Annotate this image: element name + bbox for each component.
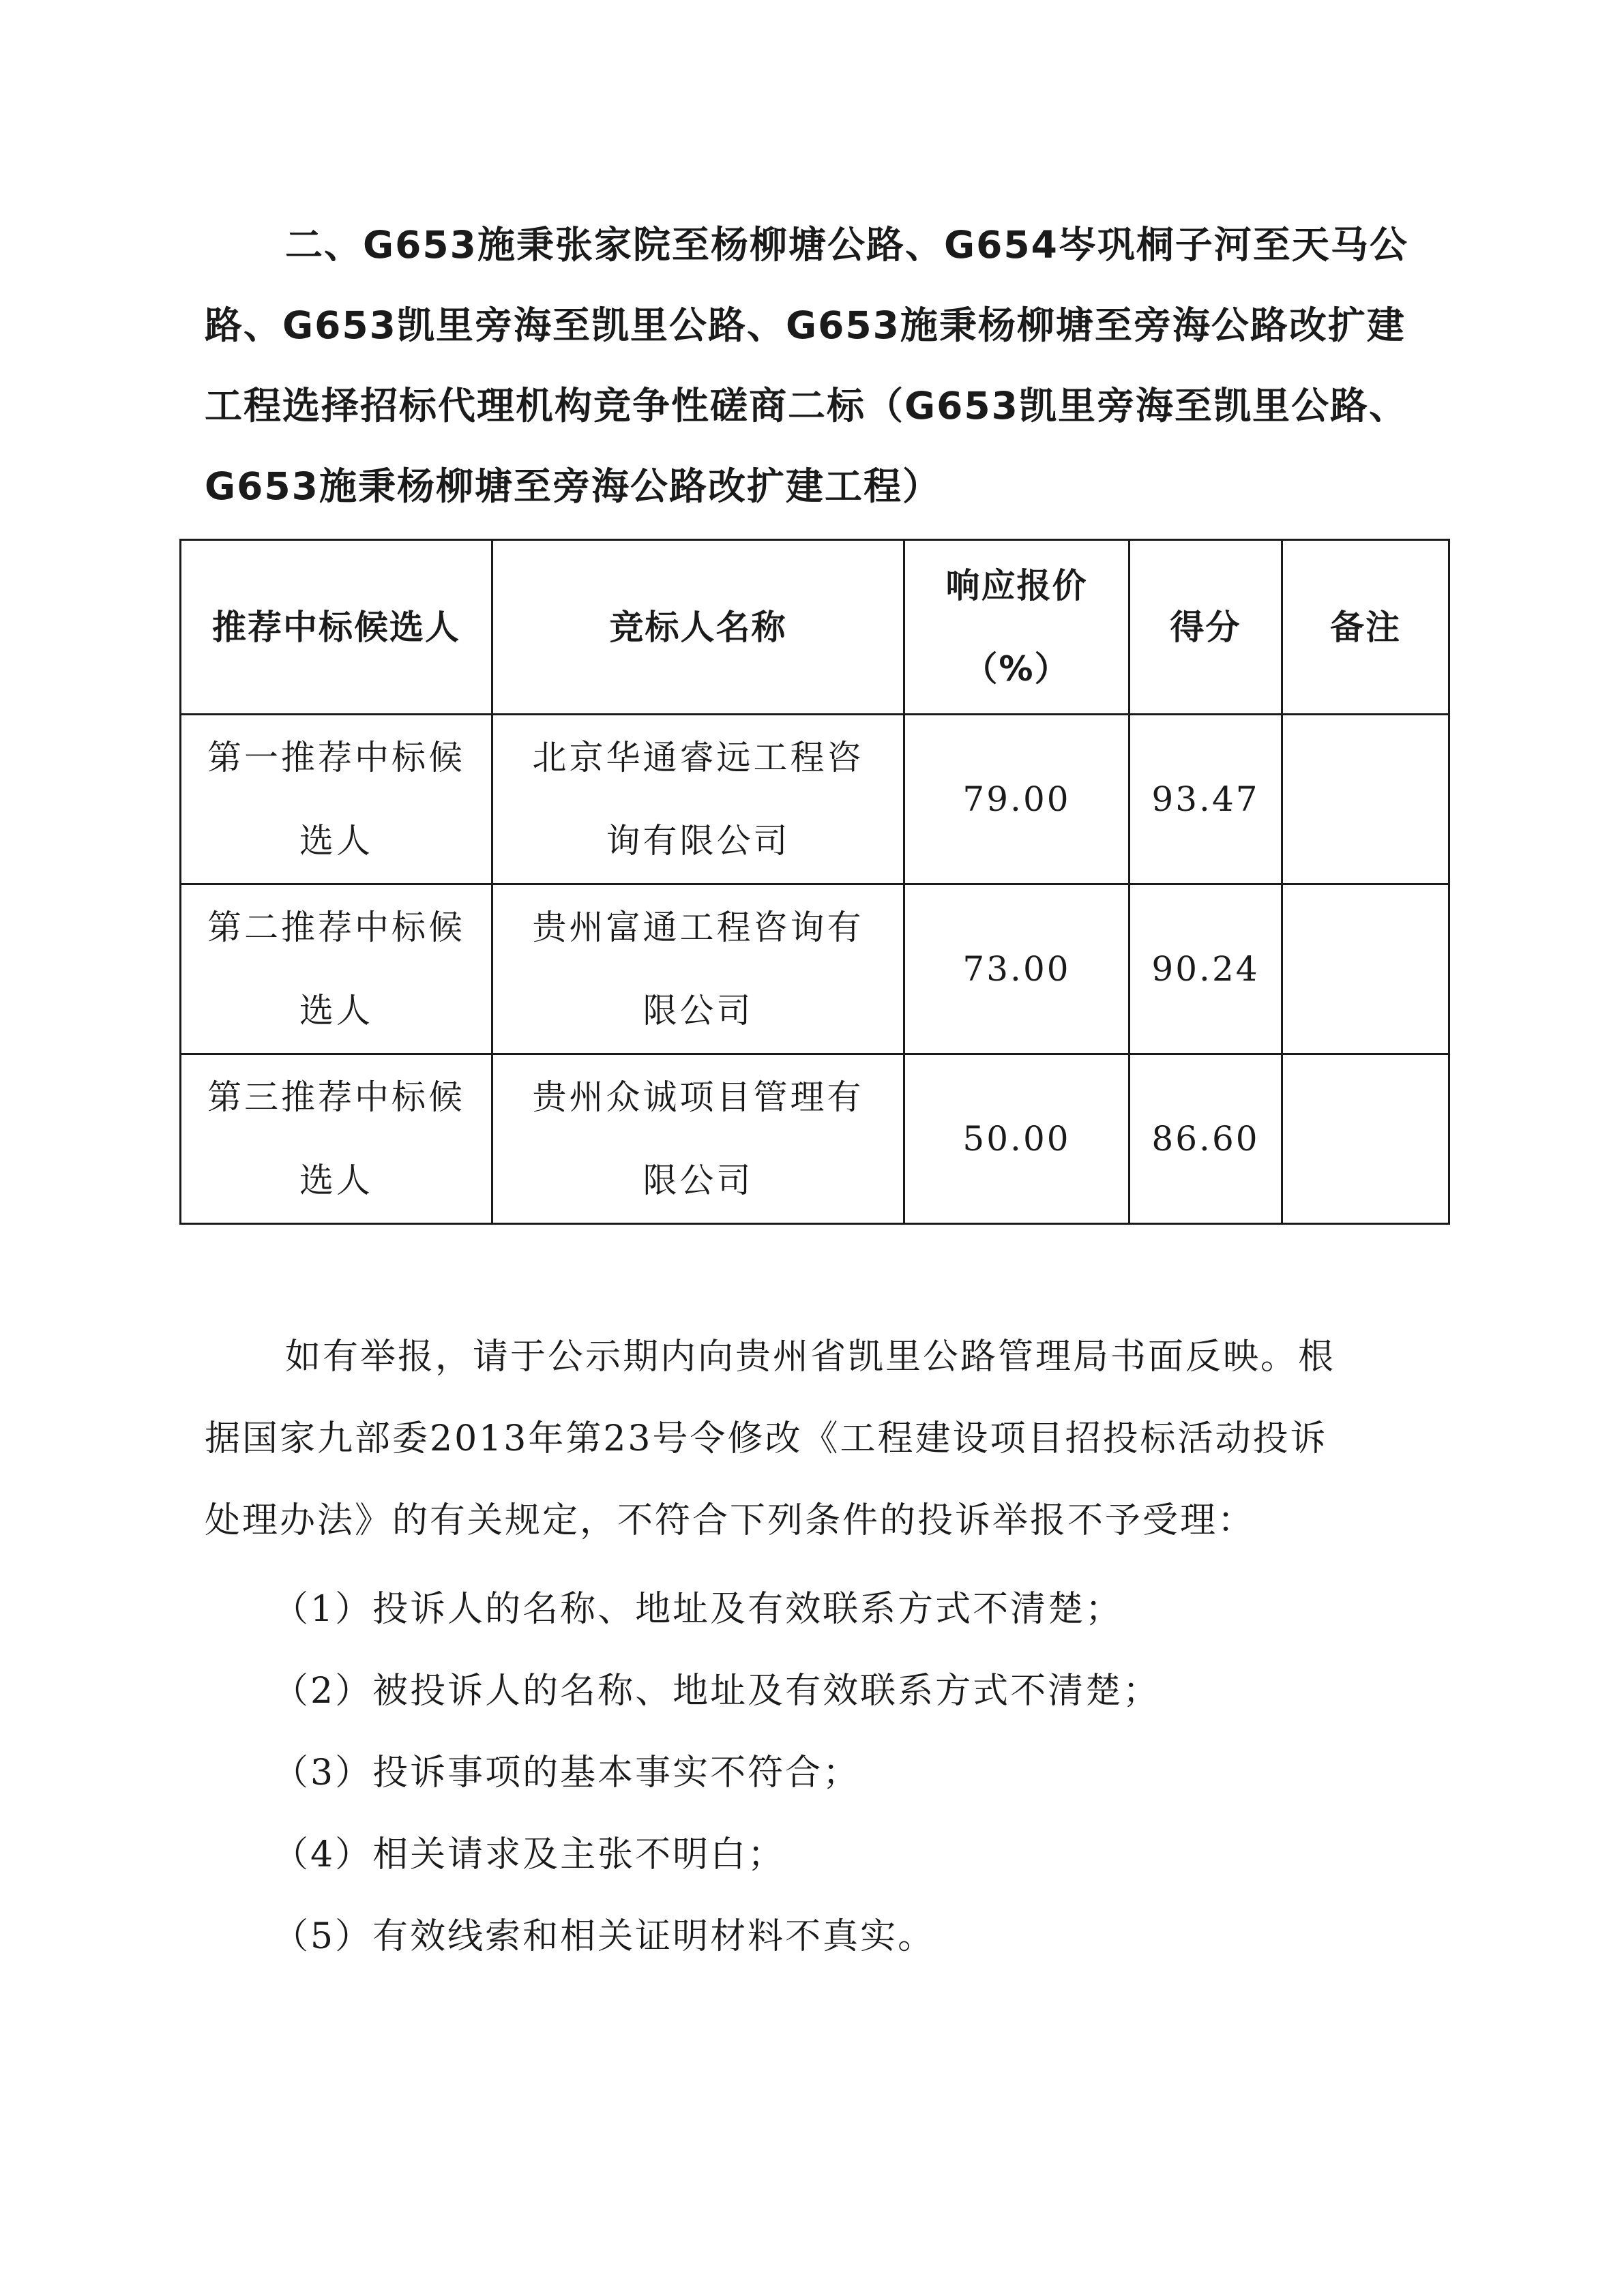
remarks-cell [1282,1054,1449,1224]
bidder-name-cell [492,715,904,884]
bidder-name-line: 限公司 [643,1161,754,1200]
notice-line: 如有举报，请于公示期内向贵州省凯里公路管理局书面反映。根 [285,1337,1336,1377]
bidder-name-line: 北京华通睿远工程咨 [532,738,864,777]
header-price-unit: （%） [963,648,1070,689]
heading-line: 路、G653凯里旁海至凯里公路、G653施秉杨柳塘至旁海公路改扩建 [205,303,1406,347]
table-row [181,715,1449,884]
table-row [181,1054,1449,1224]
bidder-name-line: 询有限公司 [606,821,791,861]
bidder-name-cell [492,884,904,1054]
candidate-rank-cell [181,715,492,884]
table-header-row [181,540,1449,715]
quoted-price-cell: 73.00 [904,884,1130,1054]
bidder-name-line: 贵州富通工程咨询有 [532,908,864,947]
heading-line: 二、G653施秉张家院至杨柳塘公路、G654岑巩桐子河至天马公 [285,223,1408,267]
score-cell: 93.47 [1130,715,1282,884]
remarks-cell [1282,715,1449,884]
bidder-name-cell [492,1054,904,1224]
rank-text-line: 第一推荐中标候 [207,738,465,777]
list-item: （3）投诉事项的基本事实不符合； [273,1753,861,1793]
rank-text-line: 选人 [299,1161,373,1200]
complaint-notice-paragraph [205,1316,1446,1562]
list-item: （4）相关请求及主张不明白； [273,1834,786,1875]
candidate-rank-cell [181,884,492,1054]
notice-line: 据国家九部委2013年第23号令修改《工程建设项目招投标活动投诉 [205,1418,1328,1459]
remarks-cell [1282,884,1449,1054]
header-quoted-price [904,540,1130,715]
header-bidder-name: 竞标人名称 [492,540,904,715]
rejection-conditions-list [273,1568,1160,1978]
table-row [181,884,1449,1054]
header-candidate-rank: 推荐中标候选人 [181,540,492,715]
rank-text-line: 第二推荐中标候 [207,908,465,947]
rank-text-line: 选人 [299,991,373,1030]
rank-text-line: 选人 [299,821,373,861]
notice-line: 处理办法》的有关规定，不符合下列条件的投诉举报不予受理： [205,1500,1256,1541]
header-remarks: 备注 [1282,540,1449,715]
heading-line: 工程选择招标代理机构竞争性磋商二标（G653凯里旁海至凯里公路、 [205,384,1408,428]
header-score: 得分 [1130,540,1282,715]
candidate-rank-cell [181,1054,492,1224]
rank-text-line: 第三推荐中标候 [207,1077,465,1117]
score-cell: 90.24 [1130,884,1282,1054]
list-item: （5）有效线索和相关证明材料不真实。 [273,1916,936,1957]
quoted-price-cell: 79.00 [904,715,1130,884]
quoted-price-cell: 50.00 [904,1054,1130,1224]
candidate-table [179,539,1450,1225]
section-heading [205,205,1446,526]
bidder-name-line: 贵州众诚项目管理有 [532,1077,864,1117]
list-item: （2）被投诉人的名称、地址及有效联系方式不清楚； [273,1671,1161,1712]
heading-line: G653施秉杨柳塘至旁海公路改扩建工程） [205,464,941,508]
header-price-label: 响应报价 [945,565,1088,606]
list-item: （1）投诉人的名称、地址及有效联系方式不清楚； [273,1589,1123,1630]
score-cell: 86.60 [1130,1054,1282,1224]
bidder-name-line: 限公司 [643,991,754,1030]
